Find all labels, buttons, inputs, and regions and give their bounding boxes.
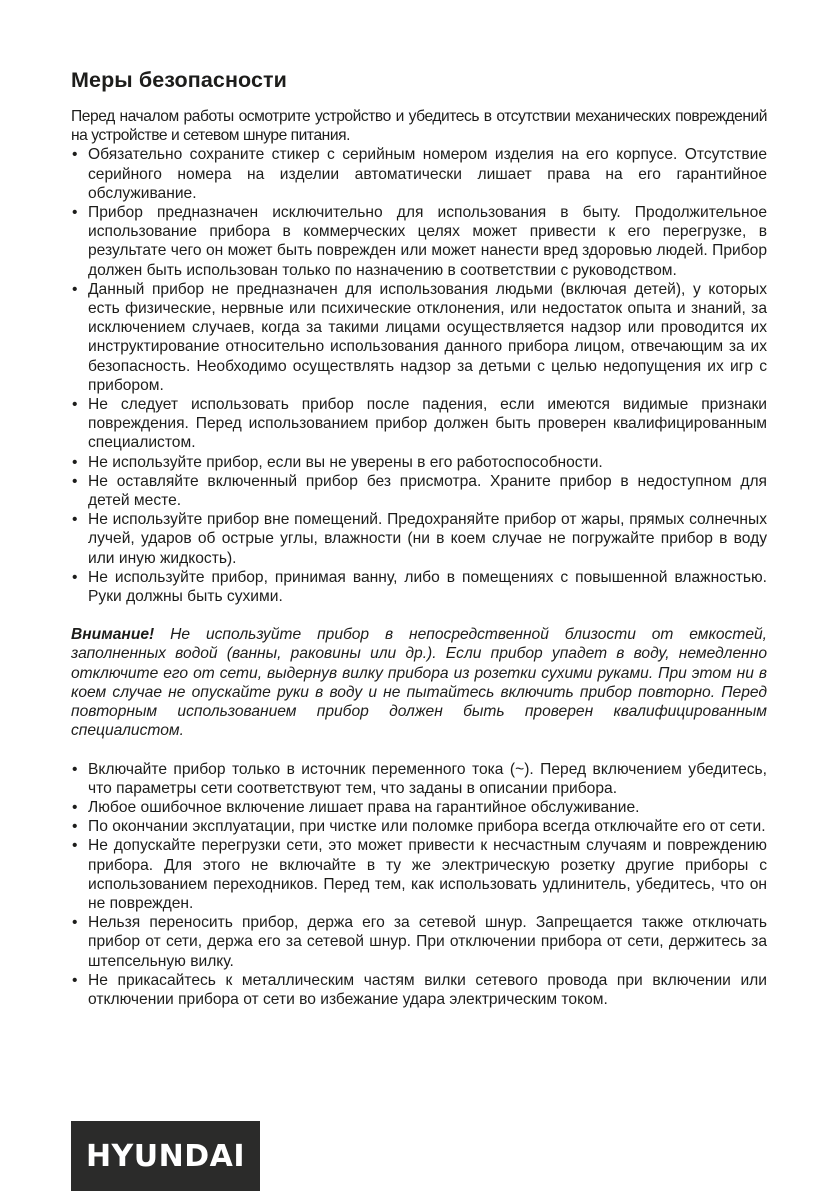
list-item: • Не следует использовать прибор после падения, если имеются видимые признаки повреждения. Перед использованием прибор должен быть проверен квалифицированным специалистом.	[71, 395, 767, 453]
list-item: • Нельзя переносить прибор, держа его за сетевой шнур. Запрещается также отключать прибор от сети, держа его за сетевой шнур. При отключении прибора от сети, держитесь за штепсельную вилку.	[71, 913, 767, 971]
list-item: • Любое ошибочное включение лишает права на гарантийное обслуживание.	[71, 798, 767, 817]
list-item: • По окончании эксплуатации, при чистке или поломке прибора всегда отключайте его от сети.	[71, 817, 767, 836]
list-item: • Обязательно сохраните стикер с серийным номером изделия на его корпусе. Отсутствие серийного номера на изделии автоматически лишает права на его гарантийное обслуживание.	[71, 145, 767, 203]
list-item: • Не оставляйте включенный прибор без присмотра. Храните прибор в недоступном для детей месте.	[71, 472, 767, 510]
electrical-safety-list	[71, 760, 767, 1010]
list-item: • Не используйте прибор, если вы не уверены в его работоспособности.	[71, 453, 767, 472]
warning-text: Не используйте прибор в непосредственной близости от емкостей, заполненных водой (ванны, раковины или др.). Если прибор упадет в воду, немедленно отключите его от сети, выдернув вилку прибора из розетки сухими руками. При этом ни в коем случае не опускайте руки в воду и не пытайтесь включить прибор повторно. Перед повторным использованием прибор должен быть проверен квалифицированным специалистом.	[71, 626, 767, 740]
list-item: • Включайте прибор только в источник переменного тока (~). Перед включением убедитесь, что параметры сети соответствуют тем, что заданы в описании прибора.	[71, 760, 767, 798]
warning-label: Внимание!	[71, 626, 155, 644]
list-item: • Данный прибор не предназначен для использования людьми (включая детей), у которых есть физические, нервные или психические отклонения, или недостаток опыта и знаний, за исключением случаев, когда за такими лицами осуществляется надзор или проводится их инструктирование относительно использования данного прибора лицом, отвечающим за их безопасность. Необходимо осуществлять надзор за детьми с целью недопущения их игр с прибором.	[71, 280, 767, 395]
page-title: Меры безопасности	[71, 68, 287, 92]
list-item: • Прибор предназначен исключительно для использования в быту. Продолжительное использование прибора в коммерческих целях может привести к его перегрузке, в результате чего он может быть поврежден или может нанести вред здоровью людей. Прибор должен быть использован только по назначению в соответствии с руководством.	[71, 203, 767, 280]
warning-paragraph	[71, 625, 767, 740]
list-item: • Не используйте прибор, принимая ванну, либо в помещениях с повышенной влажностью. Руки должны быть сухими.	[71, 568, 767, 606]
intro-paragraph: Перед началом работы осмотрите устройство и убедитесь в отсутствии механических повреждений на устройстве и сетевом шнуре питания.	[71, 108, 767, 145]
list-item: • Не используйте прибор вне помещений. Предохраняйте прибор от жары, прямых солнечных лучей, ударов об острые углы, влажности (ни в коем случае не погружайте прибор в воду или иную жидкость).	[71, 510, 767, 568]
list-item: • Не допускайте перегрузки сети, это может привести к несчастным случаям и повреждению прибора. Для этого не включайте в ту же электрическую розетку другие приборы с использованием переходников. Перед тем, как использовать удлинитель, убедитесь, что он не поврежден.	[71, 836, 767, 913]
brand-logo: HYUNDAI	[71, 1121, 260, 1191]
safety-list	[71, 145, 767, 606]
document-page	[71, 66, 767, 1009]
list-item: • Не прикасайтесь к металлическим частям вилки сетевого провода при включении или отключении прибора от сети во избежание удара электрическим током.	[71, 971, 767, 1009]
